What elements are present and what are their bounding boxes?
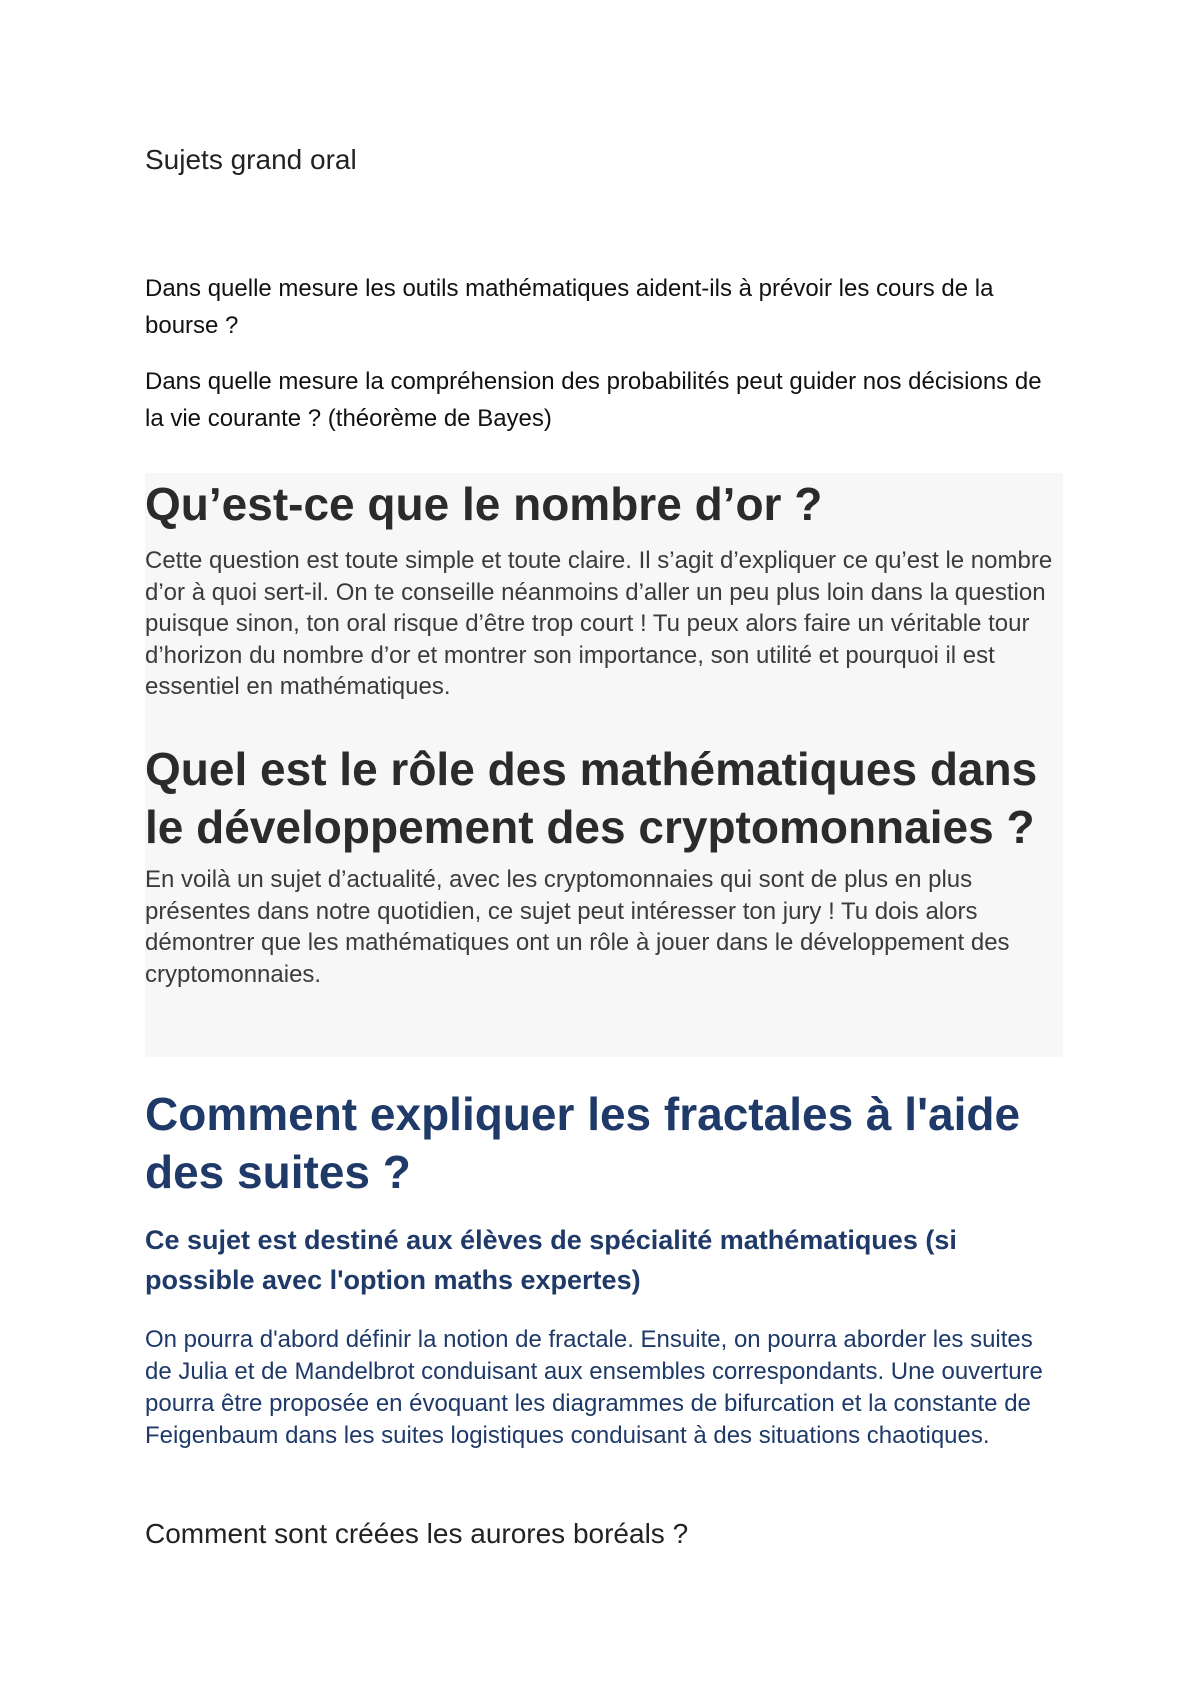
section-nombre-or (145, 475, 1063, 703)
section-heading: Qu’est-ce que le nombre d’or ? (145, 478, 823, 530)
section-body: Cette question est toute simple et toute claire. Il s’agit d’expliquer ce qu’est le nombre d’or à quoi sert-il. On te conseille néanmoins d’aller un peu plus loin dans la question puisque sinon, ton oral risque d’être trop court ! Tu peux alors faire un véritable tour d’horizon du nombre d’or et montrer son importance, son utilité et pourquoi il est essentiel en mathématiques. (145, 547, 1053, 700)
section-fractales (145, 1085, 1065, 1452)
section-cryptomonnaies (145, 740, 1045, 990)
section-heading: Comment expliquer les fractales à l'aide des suites ? (145, 1088, 1021, 1198)
section-heading: Quel est le rôle des mathématiques dans le développement des cryptomonnaies ? (145, 743, 1038, 853)
intro-questions (145, 270, 1065, 456)
final-question: Comment sont créées les aurores boréals ? (145, 1518, 689, 1549)
section-body: En voilà un sujet d’actualité, avec les cryptomonnaies qui sont de plus en plus présentes dans notre quotidien, ce sujet peut intéresser ton jury ! Tu dois alors démontrer que les mathématiques ont un rôle à jouer dans le développement des cryptomonnaies. (145, 866, 1010, 988)
document-title: Sujets grand oral (145, 144, 357, 175)
section-body: On pourra d'abord définir la notion de fractale. Ensuite, on pourra aborder les suites de Julia et de Mandelbrot conduisant aux ensembles correspondants. Une ouverture pourra être proposée en évoquant les diagrammes de bifurcation et la constante de Feigenbaum dans les suites logistiques conduisant à des situations chaotiques. (145, 1326, 1043, 1449)
intro-question-1: Dans quelle mesure les outils mathématiques aident-ils à prévoir les cours de la bourse ? (145, 275, 994, 339)
intro-question-2: Dans quelle mesure la compréhension des probabilités peut guider nos décisions de la vie courante ? (théorème de Bayes) (145, 368, 1042, 432)
section-subheading: Ce sujet est destiné aux élèves de spécialité mathématiques (si possible avec l'option maths expertes) (145, 1225, 957, 1295)
